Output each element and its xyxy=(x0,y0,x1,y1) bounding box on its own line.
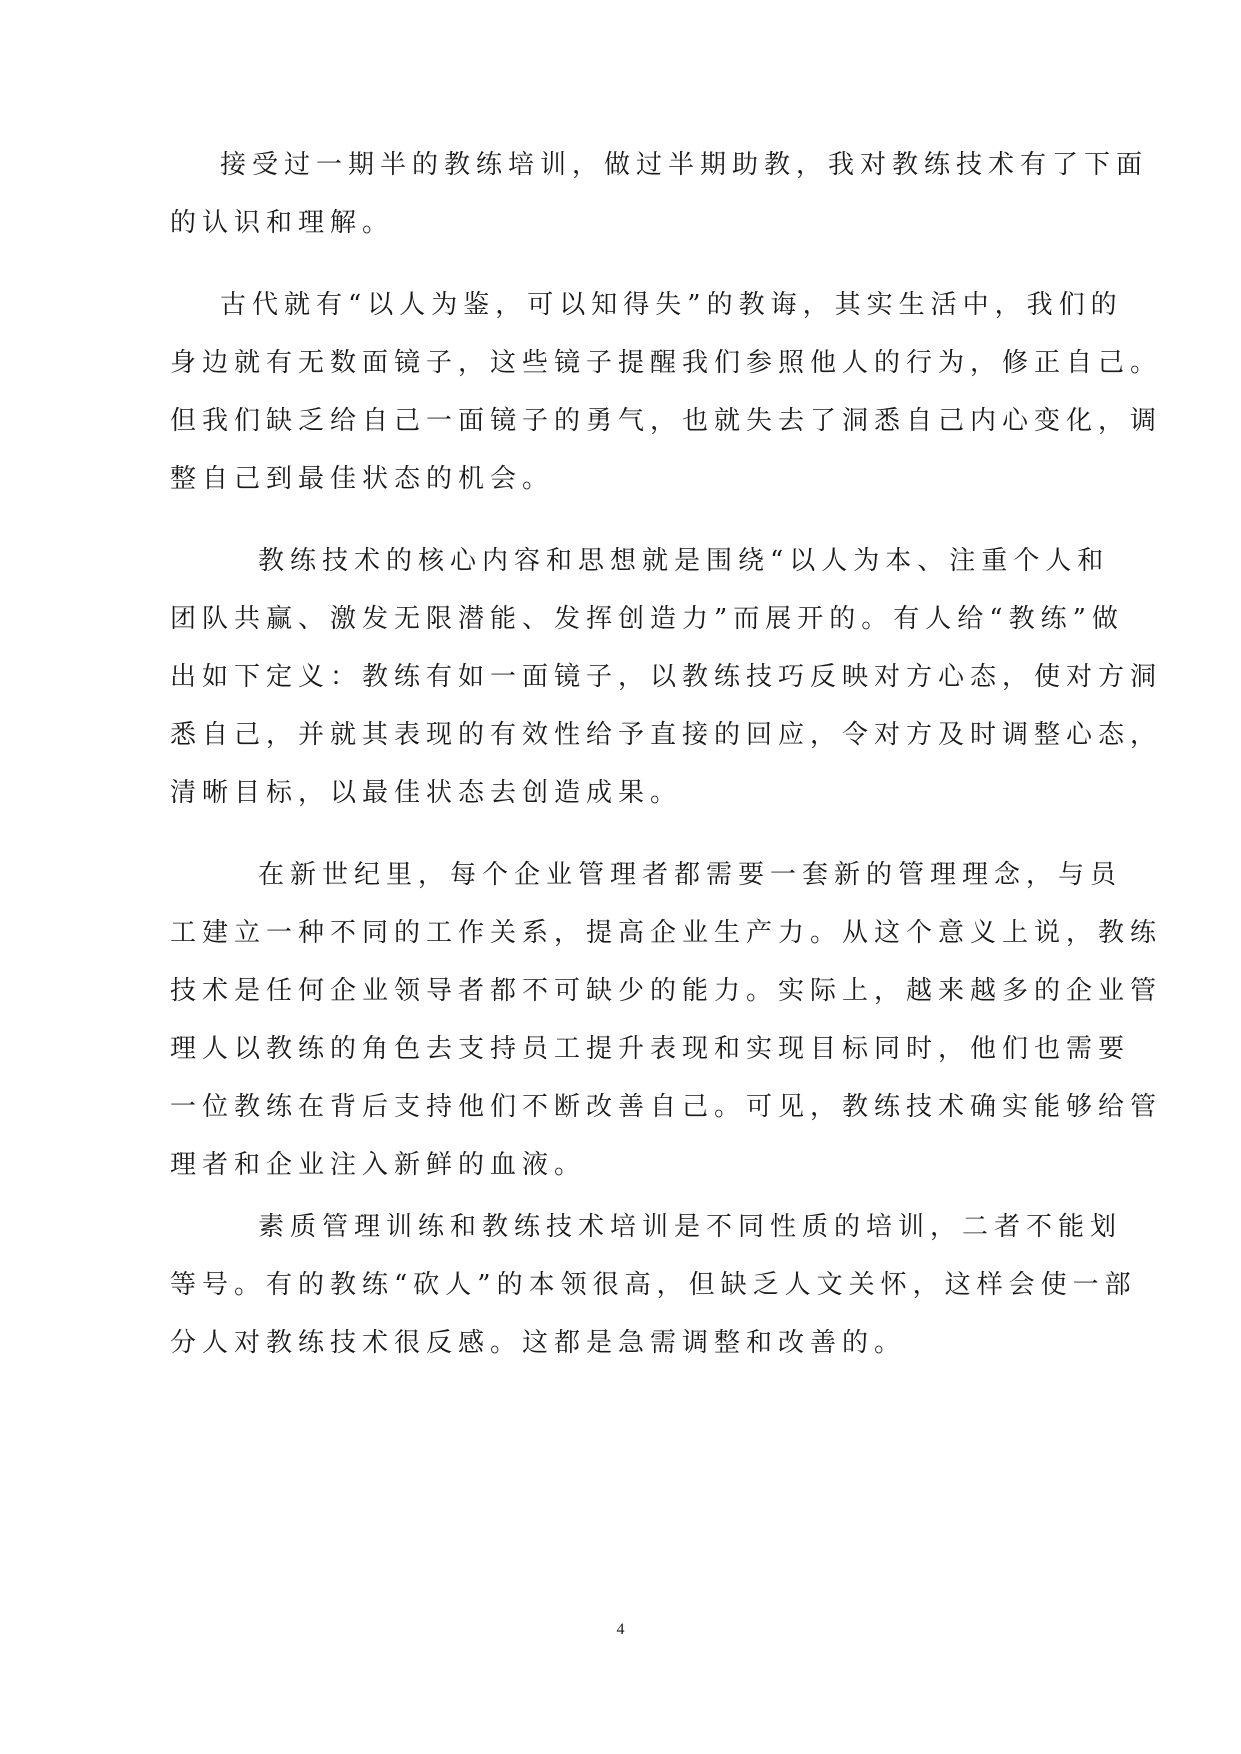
paragraph-3-line-2: 团队共赢、激发无限潜能、发挥创造力”而展开的。有人给“教练”做 xyxy=(170,604,1124,634)
paragraph-3-line-4: 悉自己，并就其表现的有效性给予直接的回应，令对方及时调整心态， xyxy=(170,720,1163,750)
paragraph-5-line-1: 素质管理训练和教练技术培训是不同性质的培训，二者不能划 xyxy=(258,1212,1123,1242)
paragraph-4-line-4: 理人以教练的角色去支持员工提升表现和实现目标同时，他们也需要 xyxy=(170,1034,1131,1064)
paragraph-2-line-1: 古代就有“以人为鉴，可以知得失”的教诲，其实生活中，我们的 xyxy=(220,290,1123,320)
paragraph-2-line-3: 但我们缺乏给自己一面镜子的勇气，也就失去了洞悉自己内心变化，调 xyxy=(170,406,1163,436)
paragraph-5-line-3: 分人对教练技术很反感。这都是急需调整和改善的。 xyxy=(170,1328,907,1358)
paragraph-4-line-1: 在新世纪里，每个企业管理者都需要一套新的管理理念，与员 xyxy=(258,860,1123,890)
paragraph-1-line-2: 的认识和理解。 xyxy=(170,208,395,238)
paragraph-4-line-2: 工建立一种不同的工作关系，提高企业生产力。从这个意义上说，教练 xyxy=(170,918,1163,948)
page-number: 4 xyxy=(616,1621,625,1638)
paragraph-4-line-3: 技术是任何企业领导者都不可缺少的能力。实际上，越来越多的企业管 xyxy=(170,976,1163,1006)
paragraph-4-line-6: 理者和企业注入新鲜的血液。 xyxy=(170,1150,587,1180)
paragraph-3-line-3: 出如下定义：教练有如一面镜子，以教练技巧反映对方心态，使对方洞 xyxy=(170,662,1163,692)
paragraph-4-line-5: 一位教练在背后支持他们不断改善自己。可见，教练技术确实能够给管 xyxy=(170,1092,1163,1122)
paragraph-3-line-1: 教练技术的核心内容和思想就是围绕“以人为本、注重个人和 xyxy=(258,546,1110,576)
paragraph-3-line-5: 清晰目标，以最佳状态去创造成果。 xyxy=(170,778,683,808)
paragraph-1-line-1: 接受过一期半的教练培训，做过半期助教，我对教练技术有了下面 xyxy=(220,150,1149,180)
paragraph-2-line-4: 整自己到最佳状态的机会。 xyxy=(170,464,555,494)
paragraph-2-line-2: 身边就有无数面镜子，这些镜子提醒我们参照他人的行为，修正自己。 xyxy=(170,348,1163,378)
paragraph-5-line-2: 等号。有的教练“砍人”的本领很高，但缺乏人文关怀，这样会使一部 xyxy=(170,1270,1137,1300)
